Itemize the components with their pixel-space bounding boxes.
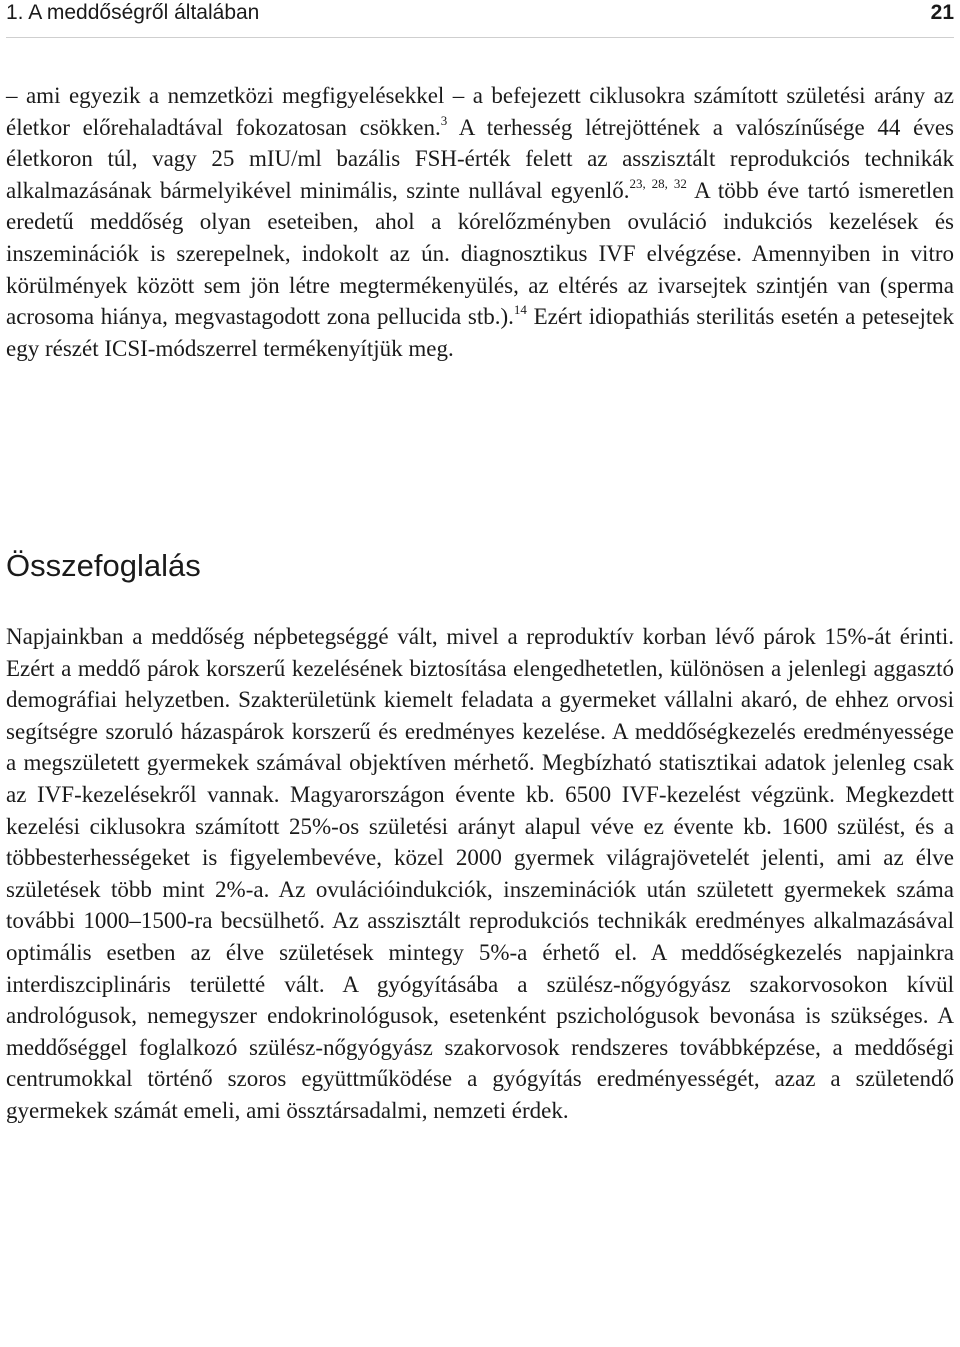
paragraph-text: – ami egyezik a nemzetközi megfigyelésekkel – a befejezett ciklusokra számított születési arány az életkor előrehaladtával fokozatosan csökken. [6,83,954,140]
page-number: 21 [930,1,954,24]
citation-ref: 23, 28, 32 [629,175,687,191]
chapter-title: 1. A meddőségről általában [6,1,260,24]
citation-ref: 14 [513,302,527,318]
body-paragraph-2: Napjainkban a meddőség népbetegséggé vált, mivel a reproduktív korban lévő párok 15%-át érinti. Ezért a meddő párok korszerű kezelésének biztosítása elengedhetetlen, különösen a jelenlegi aggasztó demográfiai helyzetben. Szakterületünk kiemelt feladata a gyermeket vállalni akaró, de ehhez orvosi segítségre szoruló házaspárok korszerű és eredményes kezelése. A meddőségkezelés eredményessége a megszületett gyermekek számával objektíven mérhető. Megbízható statisztikai adatok jelenleg csak az IVF-kezelésekről vannak. Magyarországon évente kb. 6500 IVF-kezelést végzünk. Megkezdett kezelési ciklusokra számított 25%-os születési arányt alapul véve ez évente kb. 1600 szülést, és a többesterhességeket is figyelembevéve, közel 2000 gyermek világrajövetelét jelenti, ami az élve születések több mint 2%-a. Az ovulációindukciók, inszeminációk után született gyermekek száma további 1000–1500-ra becsülhető. Az asszisztált reprodukciós technikák eredményes alkalmazásával optimális esetben az élve születések mintegy 5%-a érhető el. A meddőségkezelés napjainkra interdiszciplináris területté vált. A gyógyításába a szülész-nőgyógyász szakorvosokon kívül andrológusok, nemegyszer endokrinológusok, esetenként pszichológusok bevonása is szükséges. A meddőséggel foglalkozó szülész-nőgyógyász szakorvosok rendszeres továbbképzése, a meddőségi centrumokkal történő szoros együttműködése a gyógyítás eredményességét, azaz a születendő gyermekek számát emeli, ami össztársadalmi, nemzeti érdek. [6,624,954,1123]
running-header [6,0,954,28]
section-heading: Összefoglalás [6,548,201,583]
paragraph-text: A terhesség létrejöttének a valószínűsége 44 éves életkoron túl, vagy 25 mIU/ml bazális FSH-érték felett az asszisztált reprodukciós technikák alkalmazásának bármelyikével minimális, szinte nullával egyenlő. [6,114,954,203]
paragraph-text: A több éve tartó ismeretlen eredetű meddőség olyan eseteiben, ahol a kórelőzményben ovuláció indukciós kezelések és inszeminációk is szerepelnek, indokolt az ún. diagnosztikus IVF elvégzése. Amennyiben in vitro körülmények között sem jön létre megtermékenyülés, az eltérés az ivarsejtek szintjén van (sperma acrosoma hiánya, megvastagodott zona pellucida stb.). [6,177,954,330]
body-paragraph-1 [6,80,954,364]
citation-ref: 3 [440,112,448,128]
header-divider [6,37,954,38]
paragraph-text: Ezért idiopathiás sterilitás esetén a petesejtek egy részét ICSI-módszerrel termékenyítjük meg. [6,304,954,361]
